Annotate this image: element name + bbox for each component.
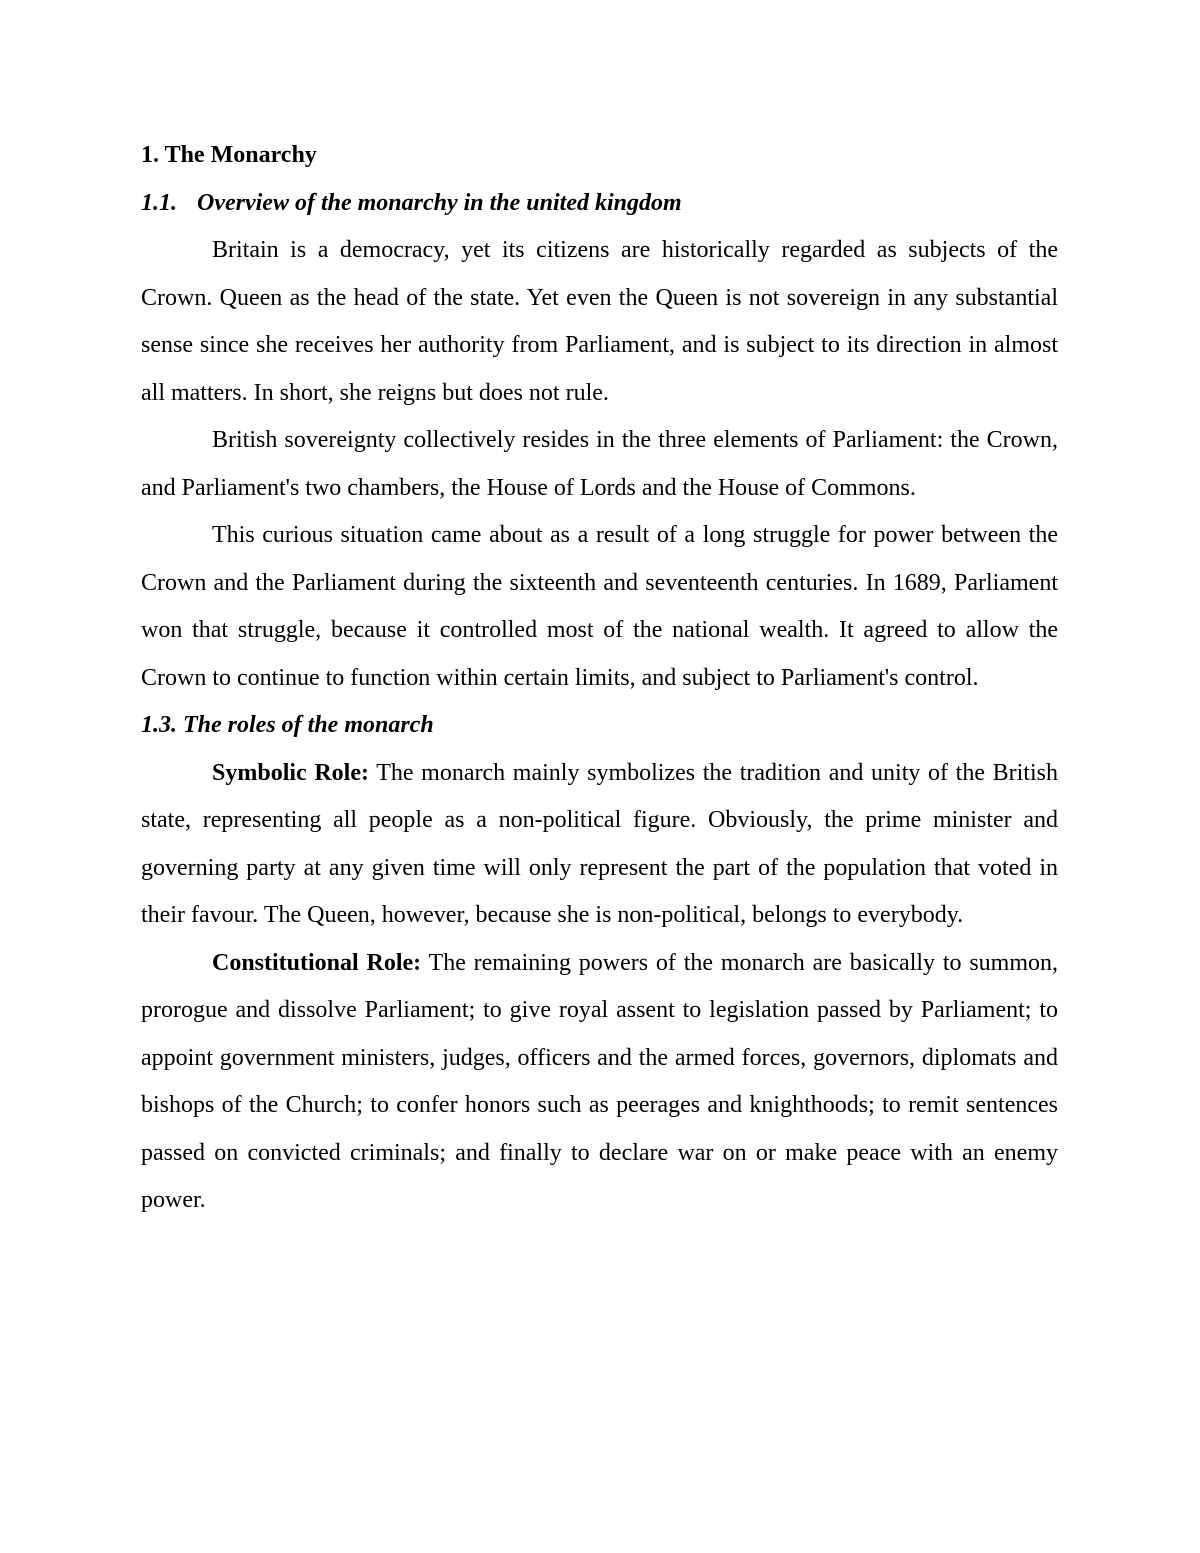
subsection-3-heading: 1.3. The roles of the monarch: [141, 712, 434, 738]
constitutional-role-text: The remaining powers of the monarch are basically to summon, prorogue and dissolve Parliament; to give royal assent to legislation passed by Parliament; to appoint government ministers, judges, officers and the armed forces, governors, diplomats and bishops of the Church; to confer honors such as peerages and knighthoods; to remit sentences passed on convicted criminals; and finally to declare war on or make peace with an enemy power.: [141, 949, 1058, 1213]
paragraph-sovereignty: British sovereignty collectively resides in the three elements of Parliament: the Crown, and Parliament's two chambers, the House of Lords and the House of Commons.: [141, 427, 1058, 501]
paragraph-democracy: Britain is a democracy, yet its citizens are historically regarded as subjects of the Crown. Queen as the head of the state. Yet even the Queen is not sovereign in any substantial sense since she receives her authority from Parliament, and is subject to its direction in almost all matters. In short, she reigns but does not rule.: [141, 237, 1058, 406]
paragraph-struggle: This curious situation came about as a result of a long struggle for power between the Crown and the Parliament during the sixteenth and seventeenth centuries. In 1689, Parliament won that struggle, because it controlled most of the national wealth. It agreed to allow the Crown to continue to function within certain limits, and subject to Parliament's control.: [141, 522, 1058, 691]
symbolic-role-term: Symbolic Role:: [212, 759, 369, 786]
constitutional-role-term: Constitutional Role:: [212, 949, 422, 976]
subsection-1-number: 1.1.: [141, 189, 177, 216]
section-title: 1. The Monarchy: [141, 142, 317, 168]
paragraph-symbolic-role: [141, 750, 1058, 940]
subsection-1-title: Overview of the monarchy in the united kingdom: [197, 189, 682, 216]
paragraph-constitutional-role: [141, 940, 1058, 1225]
subsection-1-heading: [141, 180, 1058, 228]
document-page: [141, 132, 1058, 1225]
symbolic-role-text: The monarch mainly symbolizes the tradition and unity of the British state, representing all people as a non-political figure. Obviously, the prime minister and governing party at any given time will only represent the part of the population that voted in their favour. The Queen, however, because she is non-political, belongs to everybody.: [141, 759, 1058, 928]
